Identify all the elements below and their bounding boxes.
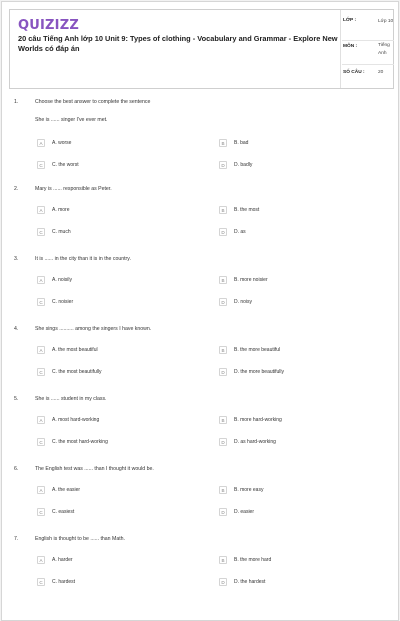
answer-option[interactable]	[37, 276, 207, 285]
option-letter-box[interactable]: D	[219, 508, 227, 516]
option-letter-box[interactable]: A	[37, 556, 45, 564]
option-text: D. noisy	[234, 299, 253, 305]
answer-option[interactable]	[219, 228, 389, 237]
answer-option[interactable]	[219, 508, 389, 517]
option-text: C. much	[52, 229, 71, 235]
question-text: She is ...... student in my class.	[35, 396, 107, 402]
option-text: A. the easier	[52, 487, 81, 493]
option-letter-box[interactable]: C	[37, 298, 45, 306]
question-number: 1.	[14, 99, 19, 105]
quiz-title: 20 câu Tiếng Anh lớp 10 Unit 9: Types of clothing - Vocabulary and Grammar - Explore New Worlds có đáp án	[18, 34, 338, 53]
count-label: SỐ CÂU :	[343, 70, 365, 75]
answer-option[interactable]	[219, 438, 389, 447]
answer-option[interactable]	[37, 206, 207, 215]
question-number: 5.	[14, 396, 19, 402]
option-text: C. hardest	[52, 579, 76, 585]
option-text: C. the most hard-working	[52, 439, 108, 445]
option-letter-box[interactable]: B	[219, 556, 227, 564]
subject-value: Tiếng Anh	[378, 43, 390, 56]
option-letter-box[interactable]: B	[219, 139, 227, 147]
option-letter-box[interactable]: C	[37, 508, 45, 516]
option-text: A. noisily	[52, 277, 73, 283]
answer-option[interactable]	[37, 346, 207, 355]
option-letter-box[interactable]: A	[37, 346, 45, 354]
option-letter-box[interactable]: D	[219, 161, 227, 169]
question-text: English is thought to be ...... than Math.	[35, 536, 125, 542]
option-text: A. more	[52, 207, 70, 213]
question-text: Choose the best answer to complete the sentence	[35, 99, 151, 105]
question-number: 6.	[14, 466, 19, 472]
answer-option[interactable]	[219, 486, 389, 495]
option-letter-box[interactable]: C	[37, 228, 45, 236]
answer-option[interactable]	[37, 438, 207, 447]
answer-option[interactable]	[37, 161, 207, 170]
answer-option[interactable]	[219, 298, 389, 307]
answer-option[interactable]	[219, 416, 389, 425]
answer-option[interactable]	[219, 161, 389, 170]
option-letter-box[interactable]: B	[219, 276, 227, 284]
answer-option[interactable]	[37, 486, 207, 495]
option-text: D. the hardest	[234, 579, 266, 585]
option-letter-box[interactable]: B	[219, 206, 227, 214]
grade-label: LỚP :	[343, 18, 357, 23]
option-letter-box[interactable]: B	[219, 416, 227, 424]
question-text: Mary is ...... responsible as Peter.	[35, 186, 112, 192]
question-number: 7.	[14, 536, 19, 542]
option-text: B. more hard-working	[234, 417, 282, 423]
meta-separator	[342, 64, 394, 65]
answer-option[interactable]	[37, 578, 207, 587]
answer-option[interactable]	[219, 206, 389, 215]
subject-label: MÔN :	[343, 44, 358, 49]
worksheet-header	[9, 9, 394, 89]
option-letter-box[interactable]: B	[219, 346, 227, 354]
option-text: B. bad	[234, 140, 249, 146]
answer-option[interactable]	[37, 228, 207, 237]
answer-option[interactable]	[219, 578, 389, 587]
option-text: B. more easy	[234, 487, 264, 493]
answer-option[interactable]	[37, 556, 207, 565]
option-letter-box[interactable]: D	[219, 368, 227, 376]
answer-option[interactable]	[37, 368, 207, 377]
meta-divider	[340, 10, 341, 88]
option-text: C. the worst	[52, 162, 79, 168]
worksheet-page	[1, 1, 399, 621]
answer-option[interactable]	[37, 508, 207, 517]
option-text: A. most hard-working	[52, 417, 100, 423]
option-text: D. the more beautifully	[234, 369, 285, 375]
question-text: The English test was ...... than I thought it would be.	[35, 466, 154, 472]
option-text: A. harder	[52, 557, 73, 563]
question-number: 3.	[14, 256, 19, 262]
option-text: C. the most beautifully	[52, 369, 102, 375]
option-letter-box[interactable]: A	[37, 416, 45, 424]
option-text: B. the more hard	[234, 557, 272, 563]
option-letter-box[interactable]: A	[37, 206, 45, 214]
option-text: D. badly	[234, 162, 253, 168]
option-letter-box[interactable]: C	[37, 438, 45, 446]
option-text: C. noisier	[52, 299, 74, 305]
question-number: 4.	[14, 326, 19, 332]
answer-option[interactable]	[37, 416, 207, 425]
answer-option[interactable]	[37, 298, 207, 307]
option-letter-box[interactable]: D	[219, 298, 227, 306]
quizizz-logo: QUIZIZZ	[18, 18, 79, 33]
question-text: She sings .......... among the singers I have known.	[35, 326, 152, 332]
option-letter-box[interactable]: A	[37, 486, 45, 494]
count-value: 20	[378, 70, 384, 75]
option-letter-box[interactable]: C	[37, 368, 45, 376]
question-sentence: She is ...... singer I've ever met.	[35, 117, 108, 123]
option-text: A. the most beautiful	[52, 347, 98, 353]
question-text: It is ...... in the city than it is in the country.	[35, 256, 131, 262]
option-text: D. as hard-working	[234, 439, 276, 445]
option-text: B. the more beautiful	[234, 347, 281, 353]
option-letter-box[interactable]: C	[37, 161, 45, 169]
option-text: A. worse	[52, 140, 72, 146]
answer-option[interactable]	[219, 346, 389, 355]
option-letter-box[interactable]: D	[219, 228, 227, 236]
answer-option[interactable]	[219, 139, 389, 148]
answer-option[interactable]	[219, 556, 389, 565]
option-letter-box[interactable]: A	[37, 139, 45, 147]
option-letter-box[interactable]: C	[37, 578, 45, 586]
option-letter-box[interactable]: B	[219, 486, 227, 494]
grade-value: Lớp 10	[378, 19, 394, 24]
meta-separator	[342, 40, 394, 41]
option-letter-box[interactable]: A	[37, 276, 45, 284]
option-text: C. easiest	[52, 509, 75, 515]
question-number: 2.	[14, 186, 19, 192]
option-text: B. the most	[234, 207, 260, 213]
option-text: D. easier	[234, 509, 255, 515]
option-letter-box[interactable]: D	[219, 578, 227, 586]
option-letter-box[interactable]: D	[219, 438, 227, 446]
answer-option[interactable]	[219, 276, 389, 285]
option-text: B. more noisier	[234, 277, 268, 283]
answer-option[interactable]	[37, 139, 207, 148]
option-text: D. as	[234, 229, 246, 235]
answer-option[interactable]	[219, 368, 389, 377]
